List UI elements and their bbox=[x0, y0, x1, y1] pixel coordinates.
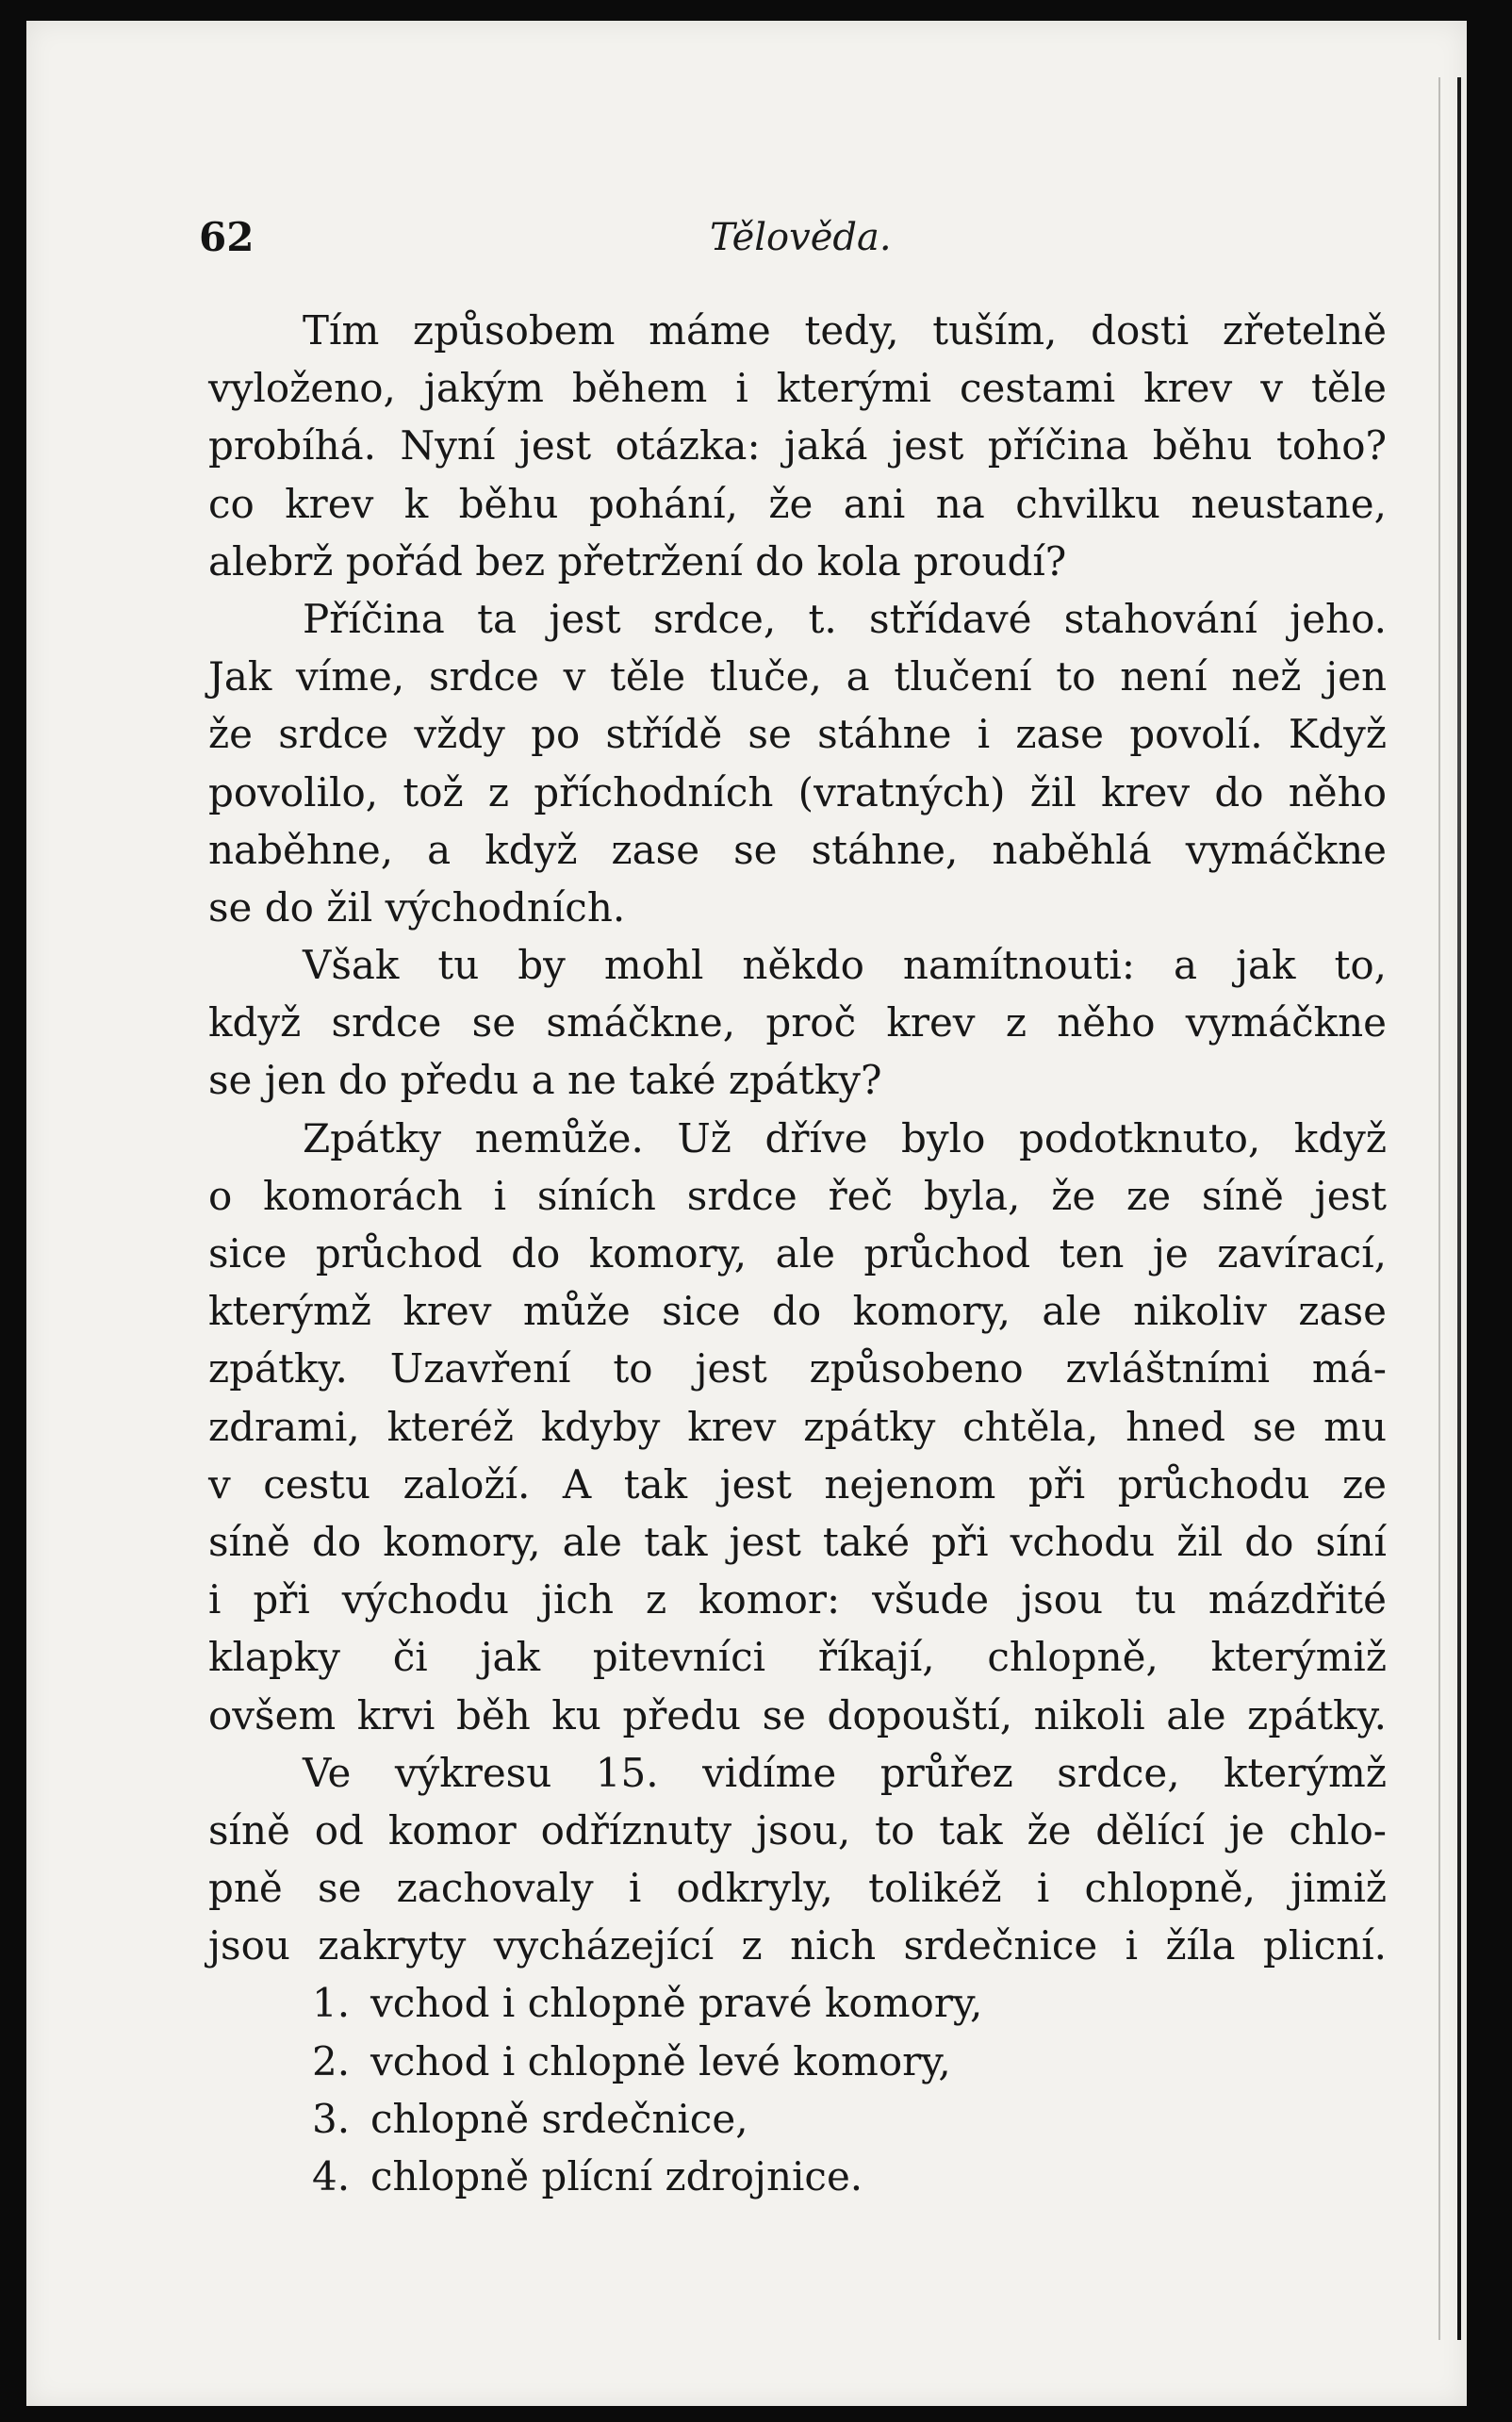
page-header bbox=[182, 214, 1387, 271]
text-line: když srdce se smáčkne, proč krev z něho vymáčkne bbox=[208, 999, 1387, 1046]
list-item bbox=[312, 2090, 1387, 2148]
text-line: i při východu jich z komor: všude jsou tu mázdřité bbox=[208, 1576, 1387, 1623]
text-line: klapky či jak pitevníci říkají, chlopně, kterýmiž bbox=[208, 1634, 1387, 1681]
page-edge-shadow bbox=[1438, 77, 1440, 2340]
text-line: ovšem krvi běh ku předu se dopouští, nikoli ale zpátky. bbox=[208, 1691, 1387, 1738]
text-line: se do žil východních. bbox=[208, 883, 626, 931]
text-line: že srdce vždy po střídě se stáhne i zase povolí. Když bbox=[208, 711, 1387, 758]
list-text: chlopně plícní zdrojnice. bbox=[370, 2153, 863, 2200]
text-line: kterýmž krev může sice do komory, ale nikoliv zase bbox=[208, 1288, 1387, 1335]
numbered-list bbox=[208, 1974, 1387, 2205]
text-line: probíhá. Nyní jest otázka: jaká jest příčina běhu toho? bbox=[208, 422, 1387, 470]
text-line: síně od komor odříznuty jsou, to tak že dělící je chlo- bbox=[208, 1806, 1387, 1854]
text-line: Příčina ta jest srdce, t. střídavé stahování jeho. bbox=[303, 595, 1387, 642]
text-line: Tím způsobem máme tedy, tuším, dosti zřetelně bbox=[303, 307, 1387, 354]
text-line: zdrami, kteréž kdyby krev zpátky chtěla, hned se mu bbox=[208, 1403, 1387, 1450]
text-line: o komorách i síních srdce řeč byla, že ze síně jest bbox=[208, 1172, 1387, 1219]
text-line: Jak víme, srdce v těle tluče, a tlučení to není než jen bbox=[208, 653, 1387, 700]
book-page bbox=[26, 21, 1467, 2406]
list-item bbox=[312, 1974, 1387, 2032]
list-text: vchod i chlopně levé komory, bbox=[370, 2037, 951, 2084]
list-number: 3. bbox=[312, 2095, 351, 2142]
text-line: Zpátky nemůže. Už dříve bylo podotknuto, když bbox=[303, 1114, 1387, 1162]
list-number: 1. bbox=[312, 1980, 351, 2027]
text-line: Však tu by mohl někdo namítnouti: a jak to, bbox=[303, 942, 1387, 989]
list-number: 4. bbox=[312, 2153, 351, 2200]
text-line: síně do komory, ale tak jest také při vchodu žil do síní bbox=[208, 1518, 1387, 1565]
page-number: 62 bbox=[199, 214, 255, 260]
list-item bbox=[312, 2148, 1387, 2205]
text-line: povolilo, tož z příchodních (vratných) žil krev do něho bbox=[208, 768, 1387, 816]
list-item bbox=[312, 2033, 1387, 2090]
text-line: naběhne, a když zase se stáhne, naběhlá vymáčkne bbox=[208, 826, 1387, 873]
running-title: Tělověda. bbox=[710, 216, 892, 259]
text-line: co krev k běhu pohání, že ani na chvilku neustane, bbox=[208, 480, 1387, 527]
text-line: alebrž pořád bez přetržení do kola proudí? bbox=[208, 537, 1067, 585]
text-line: Ve výkresu 15. vidíme průřez srdce, kterýmž bbox=[303, 1749, 1387, 1796]
text-line: v cestu založí. A tak jest nejenom při průchodu ze bbox=[208, 1460, 1387, 1508]
list-text: chlopně srdečnice, bbox=[370, 2095, 748, 2142]
text-line: pně se zachovaly i odkryly, tolikéž i chlopně, jimiž bbox=[208, 1865, 1387, 1912]
text-line: vyloženo, jakým během i kterými cestami krev v těle bbox=[208, 365, 1387, 412]
page-edge bbox=[1457, 77, 1461, 2340]
page-body bbox=[208, 302, 1387, 2205]
text-line: jsou zakryty vycházející z nich srdečnice i žíla plicní. bbox=[208, 1922, 1387, 1969]
text-line: sice průchod do komory, ale průchod ten je zavírací, bbox=[208, 1230, 1387, 1277]
list-number: 2. bbox=[312, 2037, 351, 2084]
text-line: zpátky. Uzavření to jest způsobeno zvláštními má- bbox=[208, 1345, 1387, 1392]
list-text: vchod i chlopně pravé komory, bbox=[370, 1980, 983, 2027]
text-line: se jen do předu a ne také zpátky? bbox=[208, 1057, 882, 1104]
